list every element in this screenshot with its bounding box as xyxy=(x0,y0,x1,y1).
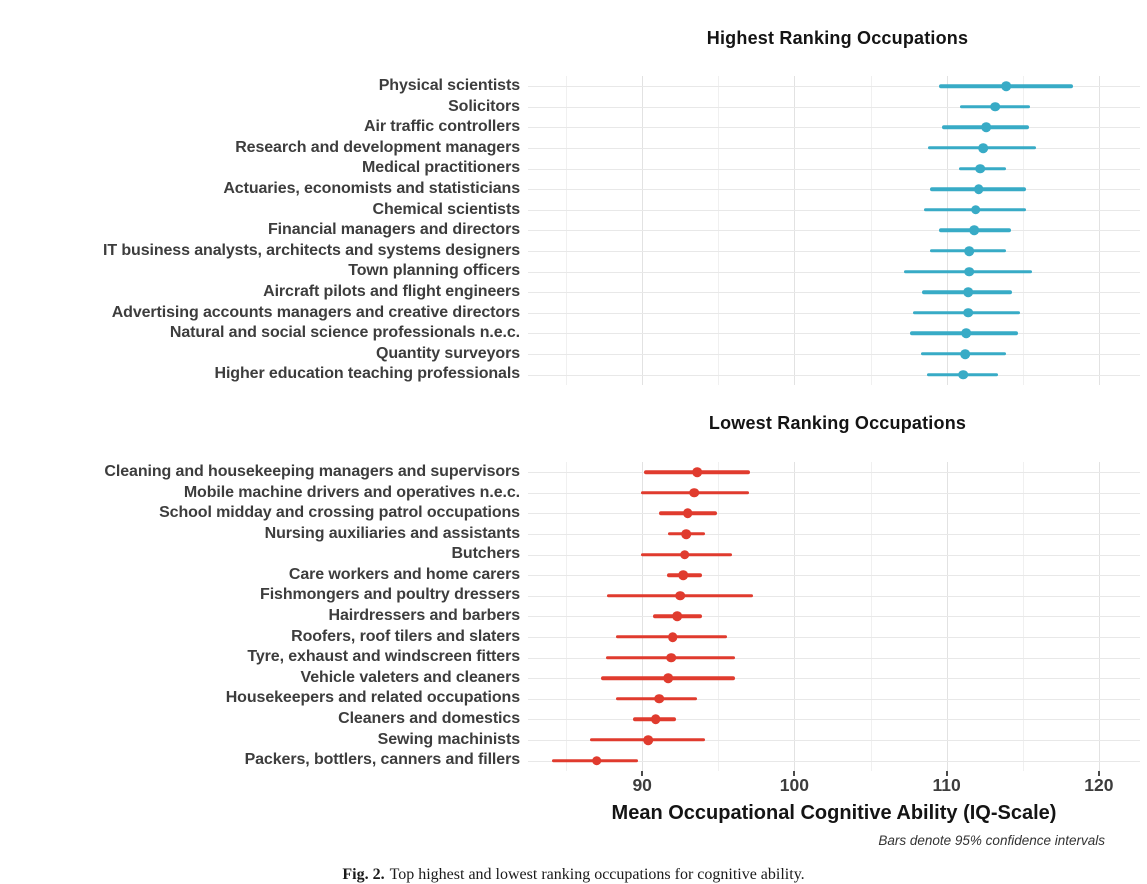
panel-title-highest: Highest Ranking Occupations xyxy=(706,27,969,48)
x-axis-tick-label: 110 xyxy=(932,774,961,795)
plot-cell xyxy=(528,524,1140,545)
plot-cell xyxy=(528,647,1140,668)
panel-title-lowest: Lowest Ranking Occupations xyxy=(708,412,967,433)
plot-cell xyxy=(528,503,1140,524)
mean-dot xyxy=(692,467,702,477)
x-axis-tick-label: 90 xyxy=(632,774,652,795)
chart-row xyxy=(0,158,1147,179)
plot-cell xyxy=(528,483,1140,504)
panel-body-highest xyxy=(0,76,1147,385)
mean-dot xyxy=(663,673,673,683)
chart-row xyxy=(0,200,1147,221)
chart-row xyxy=(0,261,1147,282)
chart-row xyxy=(0,282,1147,303)
mean-dot xyxy=(975,164,985,174)
chart-row xyxy=(0,606,1147,627)
plot-cell xyxy=(528,364,1140,385)
mean-dot xyxy=(654,694,664,704)
plot-cell xyxy=(528,200,1140,221)
chart-row xyxy=(0,709,1147,730)
mean-dot xyxy=(965,267,975,277)
caption-text: Top highest and lowest ranking occupations for cognitive ability. xyxy=(389,865,805,883)
mean-dot xyxy=(978,143,988,153)
figure-caption xyxy=(0,866,1147,884)
mean-dot xyxy=(963,287,973,297)
occupation-label: Mobile machine drivers and operatives n.e.c. xyxy=(183,483,520,501)
mean-dot xyxy=(672,612,682,622)
plot-cell xyxy=(528,261,1140,282)
mean-dot xyxy=(981,123,991,133)
occupation-label: Housekeepers and related occupations xyxy=(225,689,520,707)
gridline-horizontal xyxy=(528,292,1140,293)
plot-cell xyxy=(528,565,1140,586)
occupation-label: School midday and crossing patrol occupations xyxy=(159,504,520,522)
chart-row xyxy=(0,585,1147,606)
occupation-label: Quantity surveyors xyxy=(375,344,520,362)
mean-dot xyxy=(963,308,973,318)
mean-dot xyxy=(678,570,688,580)
plot-cell xyxy=(528,750,1140,771)
chart-row xyxy=(0,179,1147,200)
plot-cell xyxy=(528,76,1140,97)
gridline-horizontal xyxy=(528,313,1140,314)
chart-row xyxy=(0,524,1147,545)
figure xyxy=(0,18,1147,883)
plot-cell xyxy=(528,158,1140,179)
plot-cell xyxy=(528,117,1140,138)
gridline-horizontal xyxy=(528,513,1140,514)
plot-cell xyxy=(528,606,1140,627)
occupation-label: Actuaries, economists and statisticians xyxy=(223,179,520,197)
occupation-label: Advertising accounts managers and creative directors xyxy=(111,303,520,321)
gridline-horizontal xyxy=(528,210,1140,211)
mean-dot xyxy=(675,591,685,601)
occupation-label: Roofers, roof tilers and slaters xyxy=(291,627,520,645)
mean-dot xyxy=(959,370,969,380)
occupation-label: Packers, bottlers, canners and fillers xyxy=(244,751,520,769)
chart-row xyxy=(0,364,1147,385)
mean-dot xyxy=(1001,82,1011,92)
gridline-horizontal xyxy=(528,575,1140,576)
occupation-label: Vehicle valeters and cleaners xyxy=(300,668,520,686)
occupation-label: Chemical scientists xyxy=(372,200,520,218)
occupation-label: Financial managers and directors xyxy=(268,221,520,239)
x-axis xyxy=(528,771,1140,798)
plot-cell xyxy=(528,688,1140,709)
chart-row xyxy=(0,688,1147,709)
occupation-label: Physical scientists xyxy=(378,77,520,94)
mean-dot xyxy=(666,653,676,663)
chart-row xyxy=(0,565,1147,586)
chart-row xyxy=(0,544,1147,565)
mean-dot xyxy=(682,529,692,539)
gridline-horizontal xyxy=(528,251,1140,252)
mean-dot xyxy=(974,184,984,194)
mean-dot xyxy=(689,488,699,498)
chart-row xyxy=(0,750,1147,771)
plot-cell xyxy=(528,462,1140,483)
chart-row xyxy=(0,503,1147,524)
chart-row xyxy=(0,668,1147,689)
mean-dot xyxy=(965,246,975,256)
mean-dot xyxy=(683,509,693,519)
mean-dot xyxy=(668,632,678,642)
caption-label: Fig. 2. xyxy=(342,865,385,883)
x-axis-tick-label: 120 xyxy=(1084,774,1114,795)
plot-cell xyxy=(528,323,1140,344)
gridline-horizontal xyxy=(528,107,1140,108)
gridline-horizontal xyxy=(528,189,1140,190)
mean-dot xyxy=(960,349,970,359)
panel-lowest-ranking xyxy=(0,403,1147,771)
plot-cell xyxy=(528,668,1140,689)
chart-row xyxy=(0,627,1147,648)
gridline-horizontal xyxy=(528,148,1140,149)
chart-row xyxy=(0,138,1147,159)
chart-row xyxy=(0,344,1147,365)
occupation-label: Solicitors xyxy=(448,97,520,115)
chart-row xyxy=(0,462,1147,483)
chart-row xyxy=(0,220,1147,241)
occupation-label: Town planning officers xyxy=(348,262,520,280)
mean-dot xyxy=(991,102,1001,112)
gridline-horizontal xyxy=(528,719,1140,720)
plot-cell xyxy=(528,303,1140,324)
mean-dot xyxy=(651,715,661,725)
chart-row xyxy=(0,241,1147,262)
mean-dot xyxy=(962,329,972,339)
mean-dot xyxy=(592,756,602,766)
gridline-horizontal xyxy=(528,127,1140,128)
occupation-label: Higher education teaching professionals xyxy=(214,365,520,383)
mean-dot xyxy=(643,735,653,745)
chart-row xyxy=(0,730,1147,751)
occupation-label: Natural and social science professionals n.e.c. xyxy=(169,324,520,342)
occupation-label: Nursing auxiliaries and assistants xyxy=(264,524,520,542)
x-axis-tick-label: 100 xyxy=(779,774,810,795)
gridline-horizontal xyxy=(528,354,1140,355)
chart-row xyxy=(0,647,1147,668)
plot-cell xyxy=(528,730,1140,751)
occupation-label: Air traffic controllers xyxy=(364,118,520,136)
ci-note: Bars denote 95% confidence intervals xyxy=(878,832,1105,848)
plot-cell xyxy=(528,179,1140,200)
panel-highest-ranking xyxy=(0,18,1147,385)
gridline-horizontal xyxy=(528,272,1140,273)
chart-row xyxy=(0,97,1147,118)
occupation-label: Cleaners and domestics xyxy=(338,710,520,728)
gridline-horizontal xyxy=(528,333,1140,334)
x-axis-title: Mean Occupational Cognitive Ability (IQ-Scale) xyxy=(611,801,1057,824)
gridline-horizontal xyxy=(528,616,1140,617)
gridline-horizontal xyxy=(528,534,1140,535)
gridline-horizontal xyxy=(528,555,1140,556)
occupation-label: Research and development managers xyxy=(235,138,520,156)
chart-row xyxy=(0,483,1147,504)
mean-dot xyxy=(969,226,979,236)
plot-cell xyxy=(528,97,1140,118)
dot-plot-chart xyxy=(0,18,1147,850)
occupation-label: Cleaning and housekeeping managers and supervisors xyxy=(104,462,520,480)
gridline-horizontal xyxy=(528,472,1140,473)
plot-cell xyxy=(528,282,1140,303)
plot-cell xyxy=(528,344,1140,365)
occupation-label: Sewing machinists xyxy=(377,730,520,748)
occupation-label: Tyre, exhaust and windscreen fitters xyxy=(247,648,520,666)
occupation-label: Aircraft pilots and flight engineers xyxy=(263,282,520,300)
panel-body-lowest xyxy=(0,462,1147,771)
plot-cell xyxy=(528,241,1140,262)
plot-cell xyxy=(528,709,1140,730)
gridline-horizontal xyxy=(528,493,1140,494)
plot-cell xyxy=(528,585,1140,606)
occupation-label: Medical practitioners xyxy=(362,159,520,177)
occupation-label: Care workers and home carers xyxy=(288,565,520,583)
chart-row xyxy=(0,76,1147,97)
plot-cell xyxy=(528,138,1140,159)
plot-cell xyxy=(528,220,1140,241)
occupation-label: Fishmongers and poultry dressers xyxy=(260,586,520,604)
chart-row xyxy=(0,323,1147,344)
chart-row xyxy=(0,117,1147,138)
occupation-label: Hairdressers and barbers xyxy=(328,607,520,625)
mean-dot xyxy=(680,550,690,560)
plot-cell xyxy=(528,544,1140,565)
gridline-horizontal xyxy=(528,169,1140,170)
plot-cell xyxy=(528,627,1140,648)
chart-row xyxy=(0,303,1147,324)
occupation-label: Butchers xyxy=(451,545,520,563)
mean-dot xyxy=(971,205,981,215)
occupation-label: IT business analysts, architects and systems designers xyxy=(102,241,520,259)
gridline-horizontal xyxy=(528,375,1140,376)
gridline-horizontal xyxy=(528,230,1140,231)
